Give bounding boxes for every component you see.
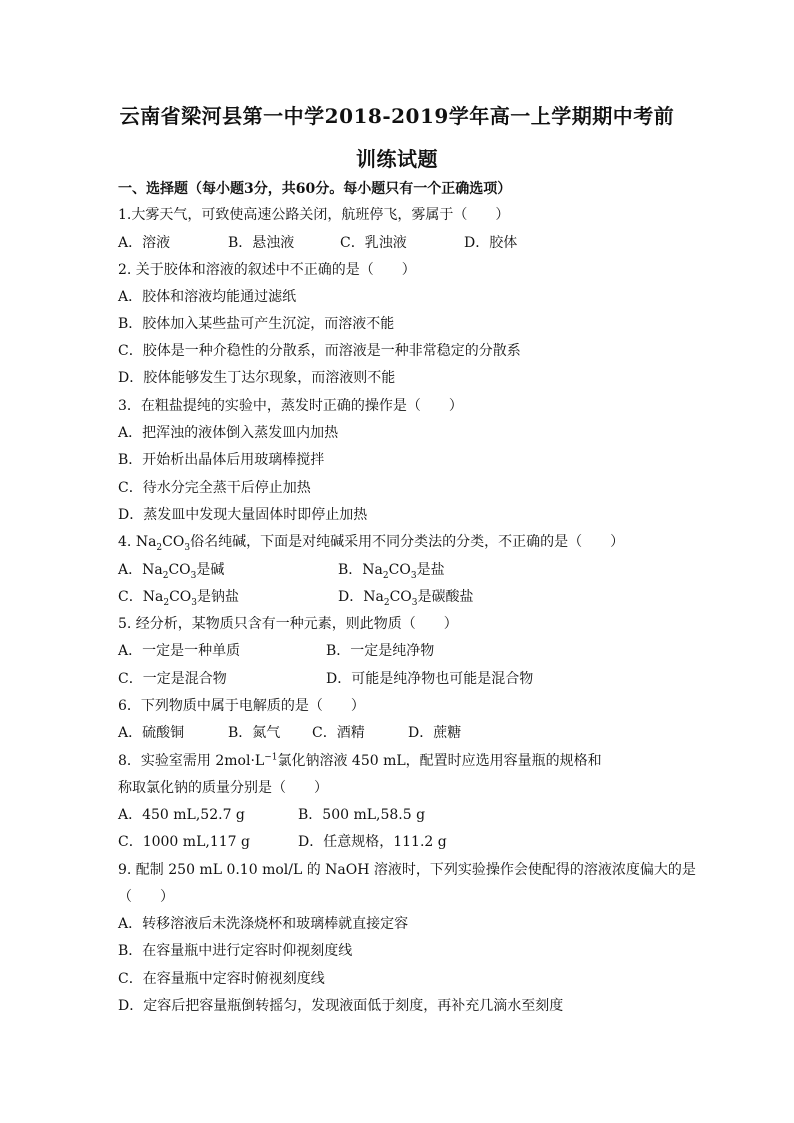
- q5-option-d: D．可能是纯净物也可能是混合物: [326, 671, 534, 687]
- q5-option-a: A．一定是一种单质: [118, 643, 241, 659]
- q5-option-b: B．一定是纯净物: [326, 643, 435, 659]
- q1-option-d: D．胶体: [464, 235, 518, 251]
- q8-option-c: C．1000 mL,117 g: [118, 834, 250, 850]
- q3-option-a: A．把浑浊的液体倒入蒸发皿内加热: [118, 425, 339, 441]
- q2-option-a: A．胶体和溶液均能通过滤纸: [118, 289, 297, 305]
- q2-option-c: C．胶体是一种介稳性的分散系，而溶液是一种非常稳定的分散系: [118, 343, 521, 359]
- q4-option-a: A．$Na_2CO_3$是碱: [118, 562, 225, 581]
- q9-option-a: A．转移溶液后未洗涤烧杯和玻璃棒就直接定容: [118, 916, 409, 932]
- q5-option-c: C．一定是混合物: [118, 671, 227, 687]
- q9-option-d: D．定容后把容量瓶倒转摇匀，发现液面低于刻度，再补充几滴水至刻度: [118, 998, 564, 1014]
- q2-option-b: B．胶体加入某些盐可产生沉淀，而溶液不能: [118, 316, 395, 332]
- exam-title-line2: 训练试题: [356, 147, 438, 171]
- q4-formula: $Na_2CO_3$: [135, 534, 191, 553]
- q1-stem: 1.大雾天气，可致使高速公路关闭，航班停飞，雾属于（ ）: [118, 207, 510, 223]
- q9-stem-line2: （ ）: [118, 889, 174, 905]
- q8-option-d: D．任意规格，111.2 g: [298, 834, 447, 850]
- q3-option-d: D．蒸发皿中发现大量固体时即停止加热: [118, 507, 368, 523]
- q9-option-c: C．在容量瓶中定容时俯视刻度线: [118, 971, 325, 987]
- q1-option-c: C．乳浊液: [340, 235, 407, 251]
- q8-stem-line2: 称取氯化钠的质量分别是（ ）: [118, 780, 328, 796]
- q8-option-a: A．450 mL,52.7 g: [118, 807, 245, 823]
- q8-option-b: B．500 mL,58.5 g: [298, 807, 426, 823]
- q4-option-c: C．$Na_2CO_3$是钠盐: [118, 589, 239, 608]
- q2-option-d: D．胶体能够发生丁达尔现象，而溶液则不能: [118, 370, 396, 386]
- q1-option-b: B．悬浊液: [228, 235, 295, 251]
- q4-option-b: B．$Na_2CO_3$是盐: [338, 562, 445, 581]
- q3-option-b: B．开始析出晶体后用玻璃棒搅拌: [118, 452, 325, 468]
- q5-stem: 5. 经分析，某物质只含有一种元素，则此物质（ ）: [118, 616, 458, 632]
- exam-title-line1: 云南省梁河县第一中学2018-2019学年高一上学期期中考前: [119, 104, 675, 128]
- q9-stem: 9. 配制 250 mL 0.10 mol/L 的 NaOH 溶液时，下列实验操作会使配得的溶液浓度偏大的是: [118, 862, 696, 878]
- q1-option-a: A．溶液: [118, 235, 171, 251]
- q6-stem: 6．下列物质中属于电解质的是（ ）: [118, 698, 365, 714]
- q3-option-c: C．待水分完全蒸干后停止加热: [118, 480, 311, 496]
- section-heading: 一、选择题（每小题3分，共60分。每小题只有一个正确选项）: [118, 181, 512, 197]
- q4-stem-text: 俗名纯碱，下面是对纯碱采用不同分类法的分类，不正确的是（ ）: [190, 534, 625, 550]
- q8-stem: 8．实验室需用 $2mol\cdot L^{-1}$氯化钠溶液 450 mL，配置时应选用容量瓶的规格和: [118, 752, 602, 769]
- q6-option-b: B．氮气: [228, 725, 281, 741]
- q4-number: 4.: [118, 534, 136, 550]
- q6-option-a: A．硫酸铜: [118, 725, 185, 741]
- q4-stem: [118, 533, 624, 551]
- q2-stem: 2. 关于胶体和溶液的叙述中不正确的是（ ）: [118, 262, 416, 278]
- q4-option-d: D．$Na_2CO_3$是碳酸盐: [338, 589, 474, 608]
- q6-option-c: C．酒精: [312, 725, 365, 741]
- q3-stem: 3．在粗盐提纯的实验中，蒸发时正确的操作是（ ）: [118, 398, 463, 414]
- q6-option-d: D．蔗糖: [408, 725, 462, 741]
- q9-option-b: B．在容量瓶中进行定容时仰视刻度线: [118, 943, 353, 959]
